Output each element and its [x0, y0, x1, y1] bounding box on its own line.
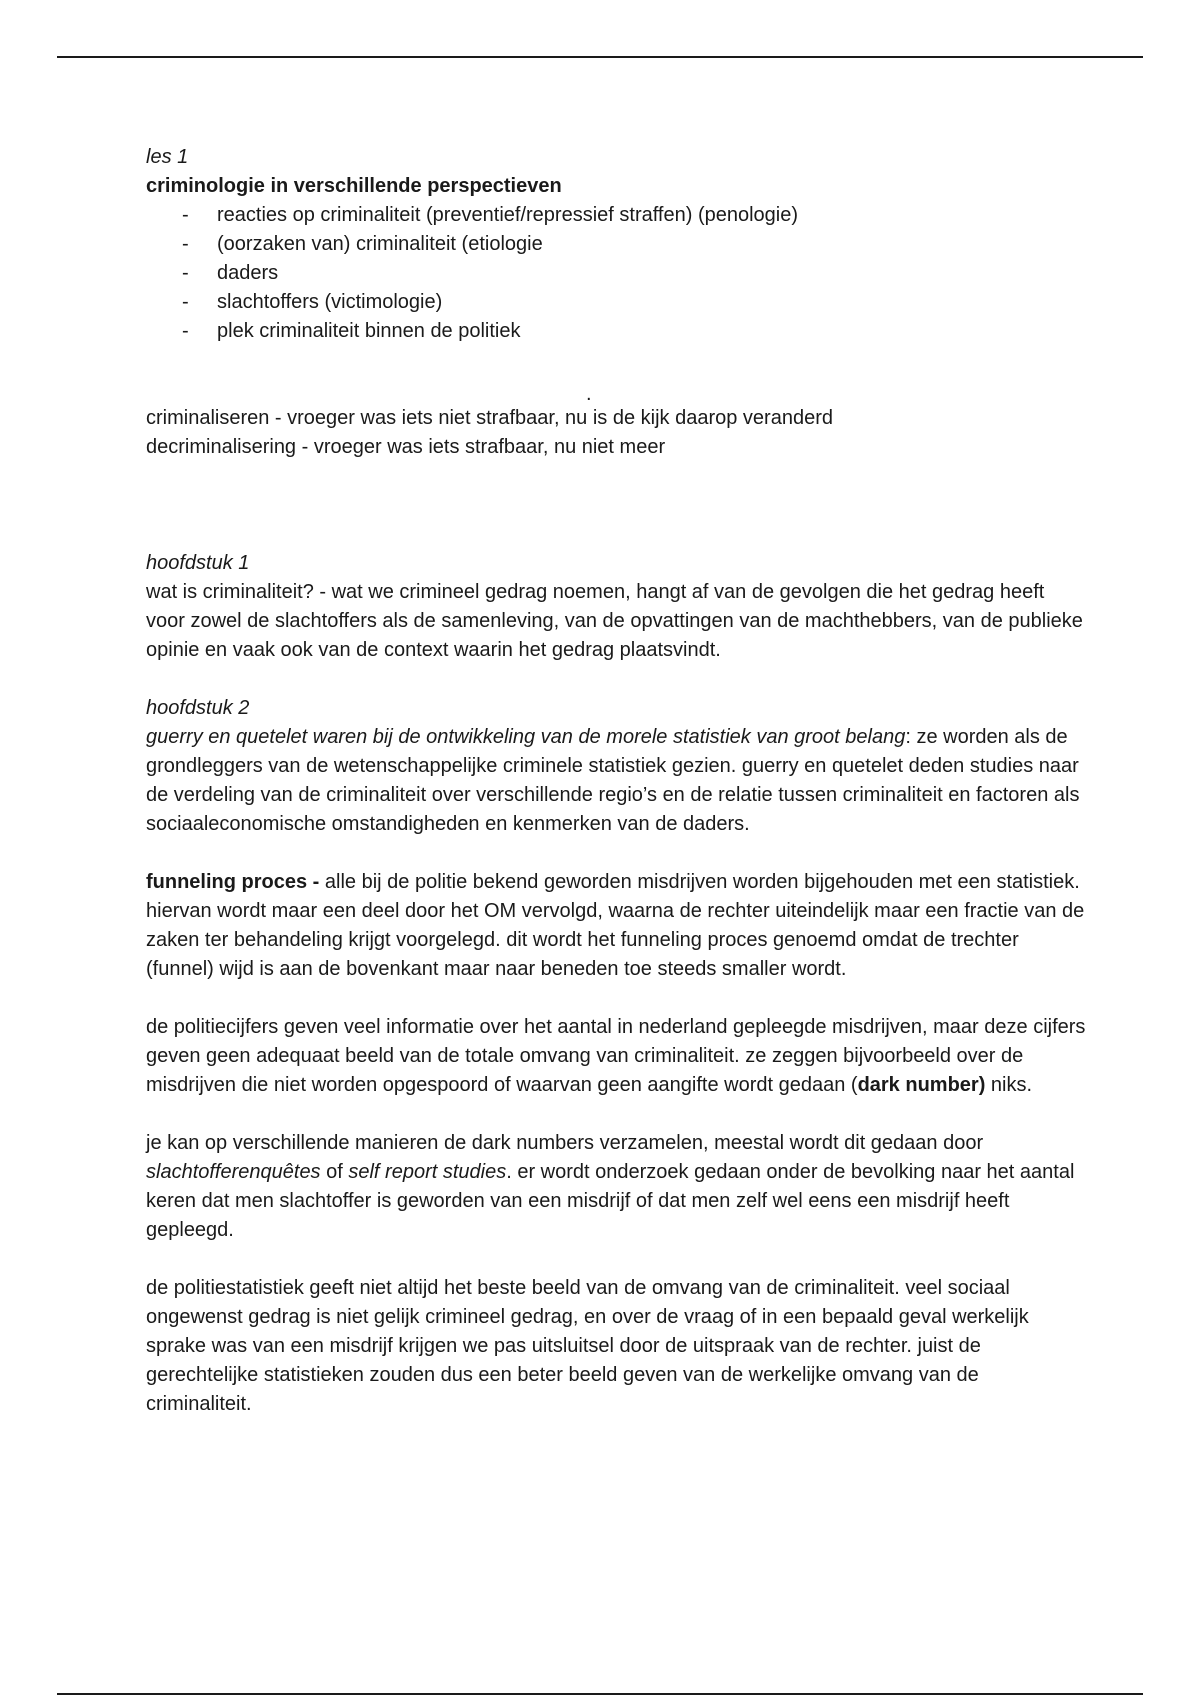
paragraph-text: of	[320, 1161, 349, 1183]
slachtofferenquetes-term: slachtofferenquêtes	[146, 1161, 321, 1183]
list-item: - daders	[146, 259, 1086, 288]
chapter2-paragraph-2	[146, 868, 1086, 984]
list-item: - (oorzaken van) criminaliteit (etiologie	[146, 230, 1086, 259]
chapter2-paragraph-5: de politiestatistiek geeft niet altijd het beste beeld van de omvang van de criminaliteit. veel sociaal ongewenst gedrag is niet gelijk crimineel gedrag, en over de vraag of in een bepaald geval werkelijk sprake was van een misdrijf krijgen we pas uitsluitsel door de uitspraak van de rechter. juist de gerechtelijke statistieken zouden dus een beter beeld geven van de werkelijke omvang van de criminaliteit.	[146, 1277, 1029, 1415]
paragraph-text: je kan op verschillende manieren de dark numbers verzamelen, meestal wordt dit gedaan door	[146, 1132, 984, 1154]
lesson-title: criminologie in verschillende perspectieven	[146, 175, 562, 197]
perspectives-list	[146, 201, 1086, 346]
chapter2-paragraph-3	[146, 1013, 1086, 1100]
top-rule	[57, 56, 1143, 58]
document-body	[146, 143, 1086, 1419]
definition-criminaliseren: criminaliseren - vroeger was iets niet strafbaar, nu is de kijk daarop veranderd	[146, 407, 833, 429]
list-item: - plek criminaliteit binnen de politiek	[146, 317, 1086, 346]
dark-number-term: dark number)	[857, 1074, 986, 1096]
chapter1-heading: hoofdstuk 1	[146, 552, 250, 574]
paragraph-text: . er wordt onderzoek gedaan onder de bevolking naar het aantal keren dat men slachtoffer is geworden van een misdrijf of dat men zelf wel eens een misdrijf heeft gepleegd.	[146, 1161, 1075, 1241]
stray-dot: .	[586, 383, 592, 405]
chapter2-paragraph-1	[146, 723, 1086, 839]
definition-decriminalisering: decriminalisering - vroeger was iets strafbaar, nu niet meer	[146, 436, 666, 458]
self-report-term: self report studies	[348, 1161, 507, 1183]
chapter2-paragraph-4	[146, 1129, 1086, 1245]
bottom-rule	[57, 1693, 1143, 1695]
chapter1-paragraph: wat is criminaliteit? - wat we crimineel gedrag noemen, hangt af van de gevolgen die het gedrag heeft voor zowel de slachtoffers als de samenleving, van de opvattingen van de machthebbers, van de publieke opinie en vaak ook van de context waarin het gedrag plaatsvindt.	[146, 581, 1083, 661]
chapter2-heading: hoofdstuk 2	[146, 697, 250, 719]
paragraph-text: alle bij de politie bekend geworden misdrijven worden bijgehouden met een statistiek. hiervan wordt maar een deel door het OM vervolgd, waarna de rechter uiteindelijk maar een fractie van de zaken ter behandeling krijgt voorgelegd. dit wordt het funneling proces genoemd omdat de trechter (funnel) wijd is aan de bovenkant maar naar beneden toe steeds smaller wordt.	[146, 871, 1085, 980]
list-item: - slachtoffers (victimologie)	[146, 288, 1086, 317]
paragraph-text: niks.	[985, 1074, 1033, 1096]
list-item: - reacties op criminaliteit (preventief/repressief straffen) (penologie)	[146, 201, 1086, 230]
guerry-quetelet-phrase: guerry en quetelet waren bij de ontwikkeling van de morele statistiek van groot belang	[146, 726, 906, 748]
paragraph-text: de politiecijfers geven veel informatie over het aantal in nederland gepleegde misdrijven, maar deze cijfers geven geen adequaat beeld van de totale omvang van criminaliteit. ze zeggen bijvoorbeeld over de misdrijven die niet worden opgespoord of waarvan geen aangifte wordt gedaan (	[146, 1016, 1086, 1096]
paragraph-text: : ze worden als de grondleggers van de wetenschappelijke criminele statistiek gezien. guerry en quetelet deden studies naar de verdeling van de criminaliteit over verschillende regio’s en de relatie tussen criminaliteit en factoren als sociaaleconomische omstandigheden en kenmerken van de daders.	[146, 726, 1080, 835]
lesson-heading: les 1	[146, 146, 189, 168]
funneling-term: funneling proces -	[146, 871, 320, 893]
